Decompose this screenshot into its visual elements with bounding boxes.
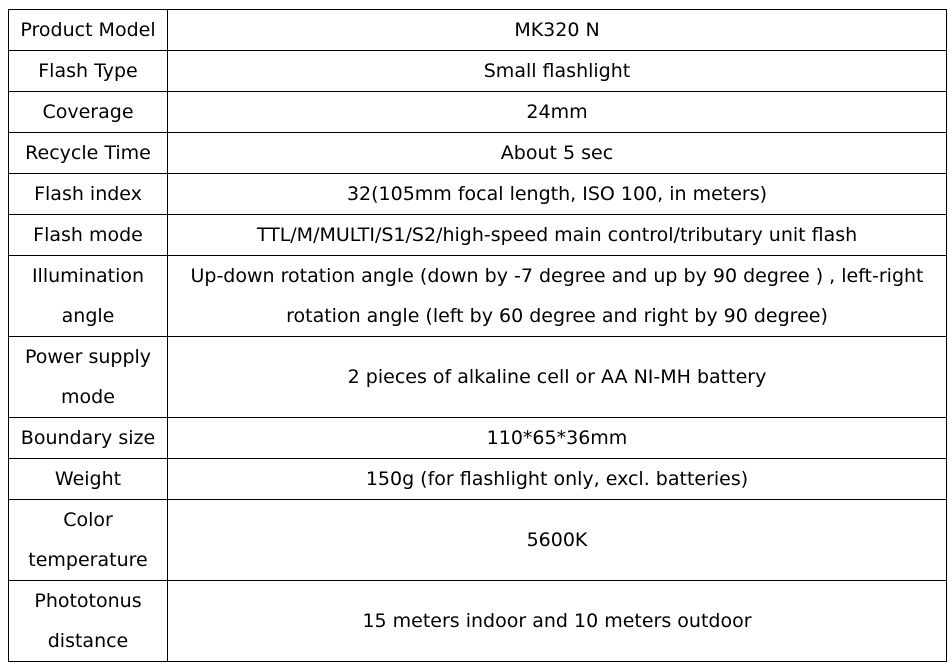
table-row [9,92,947,133]
row-label: Phototonus distance [9,581,168,662]
row-value: 32(105mm focal length, ISO 100, in meters) [168,174,947,215]
table-row [9,459,947,500]
row-value: TTL/M/MULTI/S1/S2/high-speed main control/tributary unit flash [168,215,947,256]
row-label: Flash index [9,174,168,215]
row-value: 15 meters indoor and 10 meters outdoor [168,581,947,662]
row-label: Product Model [9,10,168,51]
table-row [9,51,947,92]
table-row [9,337,947,418]
table-row [9,10,947,51]
row-label: Boundary size [9,418,168,459]
table-row [9,418,947,459]
row-value: Up-down rotation angle (down by -7 degree and up by 90 degree ) , left-right rotation angle (left by 60 degree and right by 90 degree) [168,256,947,337]
row-label: Color temperature [9,500,168,581]
row-value: 110*65*36mm [168,418,947,459]
table-row [9,256,947,337]
row-value: Small flashlight [168,51,947,92]
row-value: MK320 N [168,10,947,51]
table-row [9,174,947,215]
row-value: 24mm [168,92,947,133]
row-value: 2 pieces of alkaline cell or AA NI-MH battery [168,337,947,418]
row-value: 5600K [168,500,947,581]
row-label: Flash mode [9,215,168,256]
row-label: Coverage [9,92,168,133]
row-label: Power supply mode [9,337,168,418]
row-label: Weight [9,459,168,500]
spec-table [8,9,947,662]
row-label: Illumination angle [9,256,168,337]
table-row [9,500,947,581]
row-label: Recycle Time [9,133,168,174]
table-row [9,215,947,256]
table-row [9,133,947,174]
row-label: Flash Type [9,51,168,92]
table-row [9,581,947,662]
row-value: About 5 sec [168,133,947,174]
row-value: 150g (for flashlight only, excl. batteries) [168,459,947,500]
